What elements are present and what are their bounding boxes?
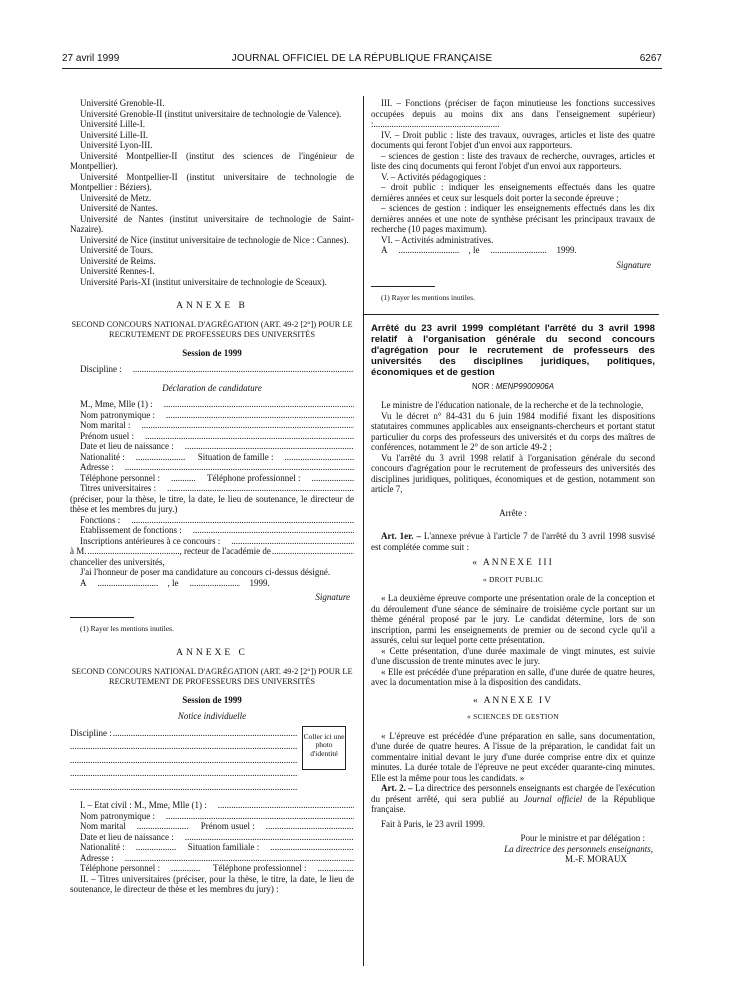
annexe-b-subtitle: SECOND CONCOURS NATIONAL D'AGRÉGATION (ART. 49-2 [2°]) POUR LE RECRUTEMENT DE PROFESSEURS DES UNIVERSITÉS	[71, 319, 353, 339]
page-number: 6267	[639, 53, 662, 64]
blank-line	[70, 755, 298, 766]
annexe-c-subtitle: SECOND CONCOURS NATIONAL D'AGRÉGATION (ART. 49-2 [2°]) POUR LE RECRUTEMENT DE PROFESSEURS DES UNIVERSITÉS	[71, 666, 353, 686]
university-item: Université Grenoble-II (institut universitaire de technologie de Valence).	[80, 108, 342, 119]
titres-line: Titres universitaires : .....	[70, 483, 354, 494]
annexe-c-title: ANNEXE C	[176, 648, 248, 658]
fonctions-line: Fonctions : .....	[70, 515, 354, 526]
annexe-b-title: ANNEXE B	[176, 301, 248, 311]
university-item: Université Lyon-III.	[80, 140, 153, 150]
annexe-c-notice: Notice individuelle	[177, 711, 247, 721]
annexe-b-discipline: Discipline : .....	[70, 364, 354, 375]
annexe-iii-paragraph: « Elle est précédée d'une préparation en salle, d'une durée de quatre heures, avec la documentation mise à la disposition des candidats.	[371, 666, 655, 687]
university-list	[70, 98, 354, 287]
university-item: Université de Nantes (institut universitaire de technologie de Saint-Nazaire).	[70, 213, 354, 234]
footnote-rule	[70, 617, 134, 618]
article-2: Art. 2. – La directrice des personnels enseignants est chargée de l'exécution du présent arrêté, qui sera publié au Journal officiel de la République française.	[371, 783, 656, 814]
nom-marital-line: Nom marital ..... Prénom usuel : .....	[70, 821, 354, 832]
university-item: Université de Metz.	[80, 192, 152, 203]
fait-a-paris: Fait à Paris, le 23 avril 1999.	[381, 818, 485, 829]
annexe-iv-text: « L'épreuve est précédée d'une préparation en salle, sans documentation, d'une durée de quatre heures. A l'issue de la préparation, le candidat fait un commentaire initial devant le jury d'une durée comprise entre dix et quinze minutes. La durée totale de l'épreuve ne peut excéder quarante-cinq minutes. Elle est la même pour tous les candidats. »	[371, 730, 655, 783]
header-date: 27 avril 1999	[62, 53, 120, 64]
annexe-iv-title: « ANNEXE IV	[472, 695, 554, 706]
item-vi: VI. – Activités administratives.	[381, 234, 494, 245]
item-v: V. – Activités pédagogiques :	[381, 171, 487, 182]
telephone-line: Téléphone personnel : ..... Téléphone professionnel : .....	[70, 473, 354, 484]
annexe-c-session: Session de 1999	[182, 694, 242, 705]
droit-public-heading: « DROIT PUBLIC	[482, 574, 544, 584]
annexe-b-fields	[70, 399, 354, 452]
a-le-line: A ..... , le ..... 1999.	[70, 578, 354, 589]
preamble-paragraph: Le ministre de l'éducation nationale, de la recherche et de la technologie,	[381, 400, 644, 410]
form-field-line: Nom marital : .....	[70, 420, 354, 431]
arrete-title: Arrêté du 23 avril 1999 complétant l'arrêté du 3 avril 1998 relatif à l'organisation générale du second concours d'agrégation pour le recrutement de professeurs des universités des disciplines juridiques, politiques, économiques et de gestion	[371, 322, 655, 378]
item-iii: III. – Fonctions (préciser de façon minutieuse les fonctions successives occupées depuis au moins dix ans dans l'enseignement supérieur) :........................................................	[371, 98, 655, 129]
item-iv: IV. – Droit public : liste des travaux, ouvrages, articles et liste des quatre documents qui feront l'objet d'un envoi aux rapporteurs.	[371, 129, 655, 150]
form-field-line: Date et lieu de naissance : .....	[70, 441, 354, 452]
right-footnote-rule	[371, 286, 435, 287]
nationalite-line: Nationalité : ..... Situation de famille : .....	[70, 452, 354, 463]
university-item: Université de Tours.	[80, 245, 153, 255]
university-item: Université Montpellier-II (institut des sciences de l'ingénieur de Montpellier).	[70, 150, 354, 171]
right-footnote: (1) Rayer les mentions inutiles.	[381, 293, 475, 302]
right-signature: Signature	[616, 259, 651, 270]
adresse-c-line: Adresse : .....	[70, 853, 354, 864]
photo-box: Coller ici une photo d'identité	[302, 726, 346, 770]
signature-label: Signature	[315, 592, 350, 602]
university-item: Université Montpellier-II (institut universitaire de technologie de Montpellier : Béziers).	[70, 171, 354, 192]
arrete-label: Arrête :	[499, 507, 527, 518]
section-rule	[363, 314, 659, 315]
right-column	[371, 98, 655, 865]
chancelier-line: chancelier des universités,	[70, 556, 165, 567]
annexe-iii-title: « ANNEXE III	[472, 558, 554, 568]
gestion-item: – sciences de gestion : liste des travaux de recherche, ouvrages, articles et liste des cinq documents qui feront l'objet d'un envoi aux rapporteurs.	[371, 150, 655, 171]
etablissement-line: Etablissement de fonctions : .....	[70, 525, 354, 536]
annexe-iii-text	[371, 593, 655, 688]
signatory-name: M.-F. MORAUX	[564, 854, 627, 864]
adresse-line: Adresse : .....	[70, 462, 354, 473]
inscriptions-line: Inscriptions antérieures à ce concours : .....	[70, 536, 354, 547]
blank-line	[70, 768, 298, 779]
nor-reference: NOR : MENP9900906A	[472, 381, 554, 391]
recteur-line: à M. ..... , recteur de l'académie de .....	[70, 546, 354, 557]
honneur-line: J'ai l'honneur de poser ma candidature au concours ci-dessus désigné.	[80, 567, 331, 577]
journal-title: JOURNAL OFFICIEL DE LA RÉPUBLIQUE FRANÇAISE	[231, 53, 493, 64]
article-1: Art. 1er. – L'annexe prévue à l'article 7 de l'arrêté du 3 avril 1998 susvisé est complétée comme suit :	[371, 531, 656, 552]
left-column	[70, 98, 354, 895]
footnote: (1) Rayer les mentions inutiles.	[80, 623, 174, 633]
sciences-gestion-heading: « SCIENCES DE GESTION	[467, 712, 559, 721]
form-field-line: M., Mme, Mlle (1) : .....	[70, 399, 354, 410]
telephone-c-line: Téléphone personnel : ..... Téléphone professionnel : .....	[70, 863, 354, 874]
blank-line	[70, 741, 298, 752]
photo-section	[70, 728, 354, 793]
annexe-b-session: Session de 1999	[182, 347, 242, 358]
etat-civil-line: I. – Etat civil : M., Mme, Mlle (1) : .....	[70, 800, 354, 811]
annexe-iii-paragraph: « Cette présentation, d'une durée maximale de vingt minutes, est suivie d'une discussion de trente minutes avec le jury.	[371, 645, 655, 666]
delegation: Pour le ministre et par délégation :	[520, 833, 645, 843]
annexe-c-discipline: Discipline : .....	[70, 728, 298, 739]
titres-c-line: II. – Titres universitaires (préciser, pour la thèse, le titre, la date, le lieu de soutenance, le directeur de thèse et les membres du jury) :	[70, 873, 354, 894]
annexe-b-declaration: Déclaration de candidature	[162, 382, 262, 393]
annexe-iii-paragraph: « La deuxième épreuve comporte une présentation orale de la conception et du déroulement d'une séance de séminaire de troisième cycle portant sur un thème général proposé par le jury. Le candidat détermine, lors de son inscription, parmi les enseignements de premier ou de second cycle qu'il a assurés, celui sur lequel porte cette présentation.	[371, 593, 655, 645]
nationalite-c-line: Nationalité : ..... Situation familiale : .....	[70, 842, 354, 853]
v-sciences-gestion: – sciences de gestion : indiquer les enseignements effectués dans les dix dernières années et une note de synthèse précisant les principaux travaux de recherche (10 pages maximum).	[371, 203, 655, 234]
preamble-paragraph: Vu l'arrêté du 3 avril 1998 relatif à l'organisation générale du second concours d'agrégation pour le recrutement de professeurs des universités des disciplines juridiques, politiques, économiques et de gestion, notamment son article 7,	[371, 452, 655, 494]
university-item: Université Lille-II.	[80, 129, 148, 140]
form-field-line: Prénom usuel : .....	[70, 431, 354, 442]
university-item: Université Paris-XI (institut universitaire de technologie de Sceaux).	[80, 276, 327, 287]
blank-line	[70, 782, 298, 793]
right-a-le-line: A ..... , le ..... 1999.	[371, 245, 655, 256]
date-lieu-line: Date et lieu de naissance : .....	[70, 832, 354, 843]
header-rule	[62, 68, 662, 69]
page-header	[62, 53, 662, 67]
university-item: Université Grenoble-II.	[80, 98, 165, 108]
preamble	[371, 400, 655, 495]
v-droit-public: – droit public : indiquer les enseignements effectués dans les quatre dernières années et ceux sur lesquels doit porter la seconde épreuve ;	[371, 182, 655, 203]
university-item: Université Rennes-I.	[80, 266, 155, 276]
preamble-paragraph: Vu le décret n° 84-431 du 6 juin 1984 modifié fixant les dispositions statutaires communes applicables aux enseignants-chercheurs et portant statut particulier du corps des professeurs des universités et du corps des maîtres de conférences, notamment le 2° de son article 49-2 ;	[371, 410, 655, 452]
nom-patronymique-line: Nom patronymique : .....	[70, 811, 354, 822]
column-divider	[363, 96, 364, 966]
university-item: Université de Reims.	[80, 255, 156, 266]
university-item: Université Lille-I.	[80, 119, 145, 129]
university-item: Université de Nantes.	[80, 203, 158, 213]
university-item: Université de Nice (institut universitaire de technologie de Nice : Cannes).	[80, 234, 349, 245]
form-field-line: Nom patronymique : .....	[70, 410, 354, 421]
directrice: La directrice des personnels enseignants,	[504, 843, 653, 854]
titres-note: (préciser, pour la thèse, le titre, la date, le lieu de soutenance, le directeur de thèse et les membres du jury.)	[70, 493, 354, 514]
